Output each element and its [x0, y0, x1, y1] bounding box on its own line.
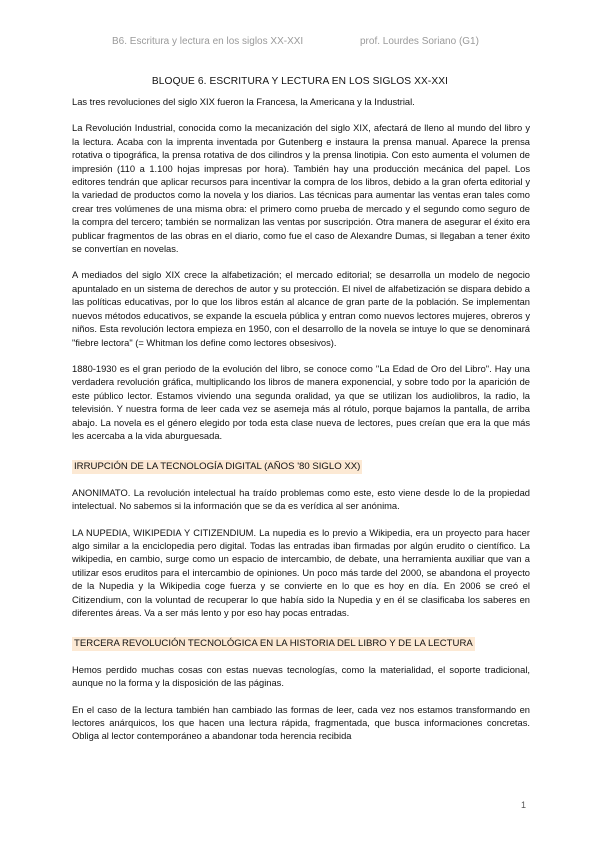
paragraph-materiality: Hemos perdido muchas cosas con estas nuevas tecnologías, como la materialidad, el soporte tradicional, aunque no la forma y la disposición de las páginas. — [72, 664, 530, 689]
page-title: BLOQUE 6. ESCRITURA Y LECTURA EN LOS SIGLOS XX-XXI — [151, 76, 449, 87]
section-heading-digital-text: IRRUPCIÓN DE LA TECNOLOGÍA DIGITAL (AÑOS '80 SIGLO XX) — [74, 461, 361, 473]
paragraph-industrial-revolution: La Revolución Industrial, conocida como la mecanización del siglo XIX, afectará de lleno al mundo del libro y la lectura. Acaba con la imprenta inventada por Gutenberg e instaura la prensa manual. Aparece la prensa rotativa o tipográfica, la prensa rotativa de dos cilindros y la prensa linotipia. Con esto aumenta el volumen de impresión (110 a 1.100 hojas impresas por hora). También hay una producción mecánica del papel. Los editores tendrán que aplicar recursos para incentivar la compra de los libros, debido a la gran oferta editorial y la variedad de productos como la novela y los diarios. Las técnicas para aumentar las ventas eran tales como crear tres volúmenes de una misma obra: el primero como prueba de mercado y el segundo como seguro de la compra del tercero; también se normalizan las ventas por suscripción. Otra manera de asegurar el éxito era publicar fragmentos de las obras en el diario, como fue el caso de Alexandre Dumas, si llegaban a tener éxito se convertían en novelas. — [72, 123, 530, 255]
paragraph-anonimato: ANONIMATO. La revolución intelectual ha traído problemas como este, esto viene desde lo de la propiedad intelectual. No sabemos si la información que se da es verídica al ser anónima. — [72, 487, 530, 512]
section-heading-third-revolution — [72, 633, 530, 663]
section-heading-third-revolution-text: TERCERA REVOLUCIÓN TECNOLÓGICA EN LA HISTORIA DEL LIBRO Y DE LA LECTURA — [74, 638, 473, 650]
paragraph-intro: Las tres revoluciones del siglo XIX fueron la Francesa, la Americana y la Industrial. — [72, 97, 415, 107]
paragraph-golden-age: 1880-1930 es el gran periodo de la evolución del libro, se conoce como "La Edad de Oro del Libro". Hay una verdadera revolución gráfica, multiplicando los libros de manera exponencial, y sobre todo por la aparición de este público lector. Estamos viviendo una segunda oralidad, ya que se utilizan los audiolibros, la radio, la televisión. Y nuestra forma de leer cada vez se asemeja más al rótulo, porque bajamos la pantalla, de arriba abajo. La novela es el género elegido por toda esta clase nueva de lectores, pues creían que era la que más les acercaba a la vida aburguesada. — [72, 363, 530, 441]
paragraph-literacy: A mediados del siglo XIX crece la alfabetización; el mercado editorial; se desarrolla un modelo de negocio apuntalado en un sistema de derechos de autor y su protección. El nivel de alfabetización se dispara debido a las políticas educativas, por lo que los libros están al alcance de gran parte de la población. Se implementan nuevos métodos educativos, se expande la escuela pública y entran como nuevos lectores mujeres, obreros y niños. Esta revolución lectora empieza en 1950, con el desarrollo de la novela se intuye lo que se denominará "fiebre lectora" (= Whitman los define como lectores obsesivos). — [72, 270, 530, 348]
page-number: 1 — [521, 800, 527, 810]
paragraph-nupedia: LA NUPEDIA, WIKIPEDIA Y CITIZENDIUM. La nupedia es lo previo a Wikipedia, era un proyecto para hacer algo similar a la enciclopedia pero digital. Todas las entradas iban firmadas por algún erudito o científico. La wikipedia, en cambio, surge como un espacio de intercambio, de debate, una herramienta auxiliar que van a utilizar esos eruditos para el intercambio de opiniones. Un poco más tarde del 2000, se abandona el proyecto de la Nupedia y la Wikipedia coge fuerza y se convierte en lo que es hoy en día. En 2006 se creó el Citizendium, con la voluntad de recuperar lo que había sido la Nupedia y en él se clasificaba los saberes en diferentes áreas. Va a ser más lento y por eso hay pocas entradas. — [72, 527, 530, 618]
paragraph-reading-forms: En el caso de la lectura también han cambiado las formas de leer, cada vez nos estamos transformando en lectores anárquicos, los que hacen una lectura rápida, fragmentada, que busca informaciones concretas. Obliga al lector contemporáneo a abandonar toda herencia recibida — [72, 704, 530, 742]
header-author: prof. Lourdes Soriano (G1) — [360, 36, 479, 47]
section-heading-digital — [72, 456, 530, 486]
header-course: B6. Escritura y lectura en los siglos XX-XXI — [112, 36, 304, 47]
document-body — [72, 96, 530, 757]
